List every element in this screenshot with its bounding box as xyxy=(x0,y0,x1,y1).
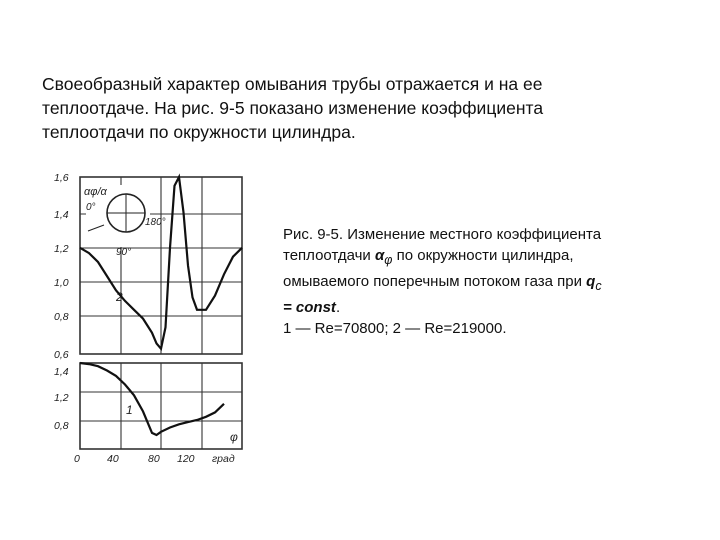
caption-line-2-end: по окружности цилиндра, xyxy=(392,247,574,264)
const-expression: = const xyxy=(283,299,336,316)
q-symbol: q xyxy=(586,273,596,290)
x-tick-2: 80 xyxy=(148,453,160,465)
x-tick-4: град xyxy=(212,453,235,465)
y-axis-label: αφ/α xyxy=(84,186,107,198)
caption-line-1: Рис. 9-5. Изменение местного коэффициента xyxy=(283,226,602,243)
bottom-y-tick-1: 1,2 xyxy=(54,392,69,404)
bottom-y-tick-labels xyxy=(54,366,69,432)
figure-caption xyxy=(283,224,683,339)
caption-line-4 xyxy=(283,297,683,318)
x-tick-1: 40 xyxy=(107,453,119,465)
curve-label-1: 1 xyxy=(126,403,133,417)
bottom-y-tick-0: 1,4 xyxy=(54,366,69,378)
alpha-symbol: α xyxy=(374,247,385,264)
intro-line-3: теплоотдачи по окружности цилиндра. xyxy=(42,122,356,142)
x-axis-symbol: φ xyxy=(230,430,238,444)
intro-line-1: Своеобразный характер омывания трубы отражается и на ее xyxy=(42,74,543,94)
bottom-panel-grid xyxy=(80,363,242,449)
top-y-tick-4: 0,8 xyxy=(54,311,69,323)
top-y-tick-2: 1,2 xyxy=(54,243,69,255)
top-y-tick-labels xyxy=(54,172,69,361)
x-tick-0: 0 xyxy=(74,453,80,465)
caption-line-5: 1 — Re=70800; 2 — Re=219000. xyxy=(283,320,507,337)
curve-label-2: 2 xyxy=(116,290,123,304)
intro-line-2: теплоотдаче. На рис. 9-5 показано изменение коэффициента xyxy=(42,98,544,118)
caption-line-2 xyxy=(283,245,683,271)
c-subscript: c xyxy=(595,279,602,293)
caption-line-3 xyxy=(283,271,683,297)
top-y-tick-5: 0,6 xyxy=(54,349,69,361)
caption-line-2-start: теплоотдачи xyxy=(283,247,375,264)
caption-line-3-start: омываемого поперечным потоком газа при xyxy=(283,273,587,290)
angle-label-90: 90° xyxy=(116,247,132,258)
angle-label-0: 0° xyxy=(86,202,96,213)
caption-period: . xyxy=(335,299,341,316)
top-y-tick-3: 1,0 xyxy=(54,277,69,289)
intro-paragraph xyxy=(42,72,682,144)
x-tick-3: 120 xyxy=(177,453,195,465)
top-y-tick-1: 1,4 xyxy=(54,209,69,221)
angle-label-180: 180° xyxy=(145,217,166,228)
bottom-y-tick-2: 0,8 xyxy=(54,420,69,432)
phi-subscript: φ xyxy=(384,253,393,267)
x-tick-labels xyxy=(74,453,235,465)
top-y-tick-0: 1,6 xyxy=(54,172,69,184)
figure-9-5 xyxy=(52,165,252,465)
